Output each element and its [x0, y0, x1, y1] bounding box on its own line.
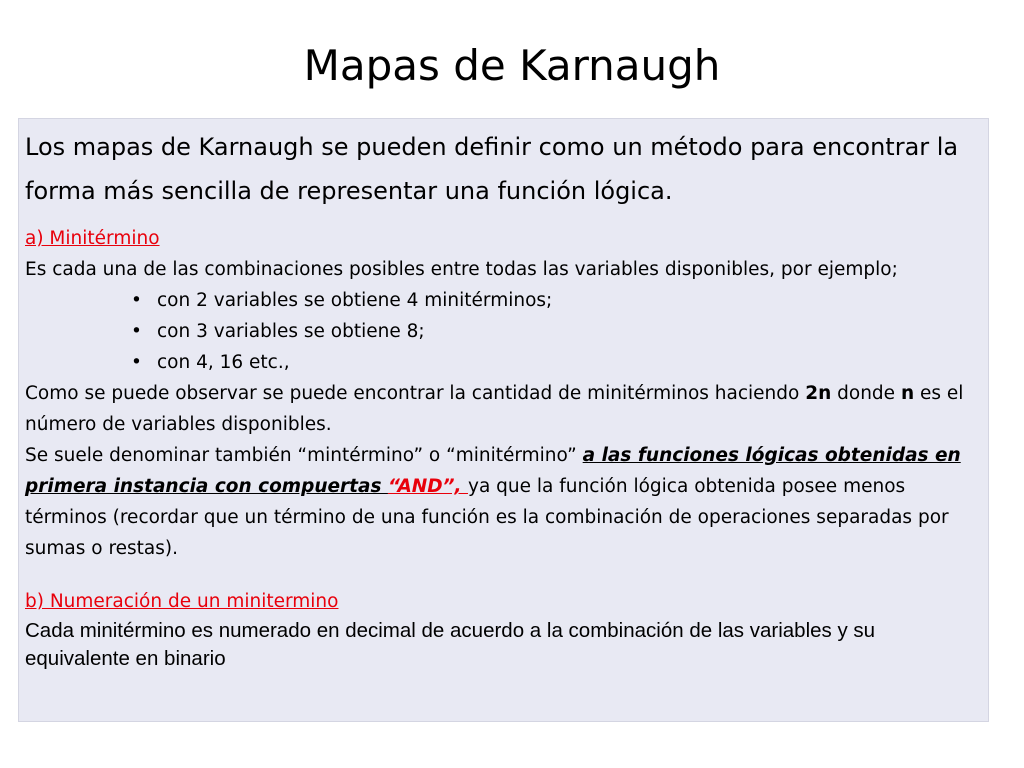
numeration-paragraph: Cada minitérmino es numerado en decimal de acuerdo a la combinación de las variables y su equivalente en binario — [25, 619, 876, 670]
example-list — [25, 285, 978, 378]
observation-text-end: es el número de variables disponibles. — [25, 383, 964, 435]
observation-text-middle: donde — [831, 383, 901, 404]
slide-title: Mapas de Karnaugh — [303, 41, 721, 90]
list-item — [25, 285, 978, 316]
bullet-icon: • — [131, 321, 142, 342]
bullet-icon: • — [131, 352, 142, 373]
list-item-text: con 4, 16 etc., — [157, 352, 290, 373]
observation-text-start: Como se puede observar se puede encontrar la cantidad de minitérminos haciendo — [25, 383, 806, 404]
emphasized-phrase: a las funciones lógicas obtenidas en primera instancia con compuertas — [25, 445, 961, 497]
list-item-text: con 3 variables se obtiene 8; — [157, 321, 425, 342]
list-item-text: con 2 variables se obtiene 4 minitérminos; — [157, 290, 553, 311]
spacer — [25, 564, 978, 586]
section-b-heading: b) Numeración de un minitermino — [25, 591, 339, 612]
bullet-icon: • — [131, 290, 142, 311]
emphasized-and-gate: “AND”, — [387, 476, 469, 497]
intro-paragraph: Los mapas de Karnaugh se pueden definir como un método para encontrar la forma más sencilla de representar una función lógica. — [25, 133, 959, 205]
minitermino-definition: Es cada una de las combinaciones posibles entre todas las variables disponibles, por ejemplo; — [25, 259, 898, 280]
list-item — [25, 347, 978, 378]
section-a-heading: a) Minitérmino — [25, 228, 160, 249]
content-box — [18, 118, 989, 722]
also-called-paragraph — [25, 440, 978, 564]
observation-paragraph — [25, 378, 978, 440]
list-item — [25, 316, 978, 347]
also-called-text-start: Se suele denominar también “mintérmino” o “minitérmino” — [25, 445, 583, 466]
variable-n: n — [900, 383, 915, 404]
also-called-text-end: ya que la función lógica obtenida posee menos términos (recordar que un término de una función es la combinación de operaciones separadas por sumas o restas). — [25, 476, 949, 559]
formula-2n: 2n — [805, 383, 832, 404]
